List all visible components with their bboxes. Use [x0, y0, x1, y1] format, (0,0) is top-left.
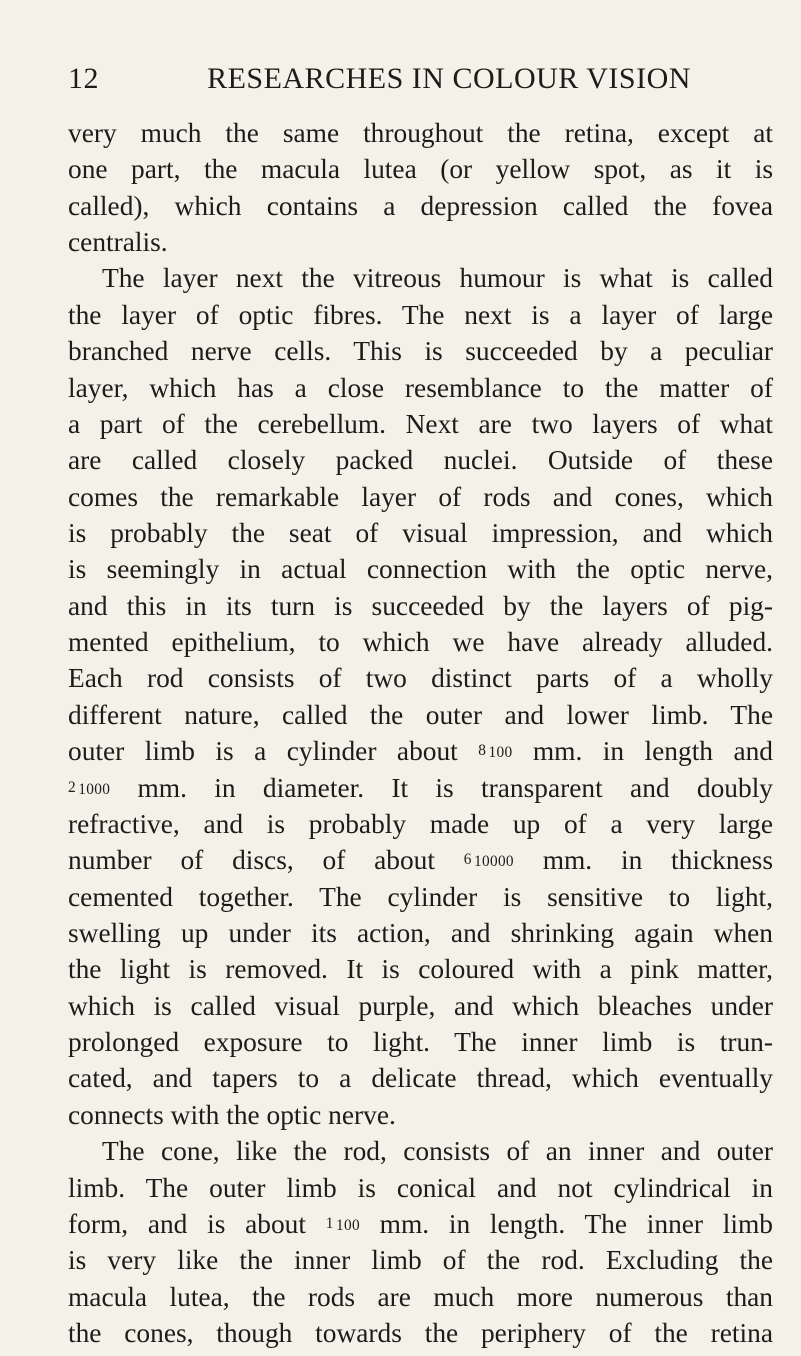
text-line: branched nerve cells. This is succeeded by a peculiar [68, 336, 773, 366]
fraction-numerator: 2 [68, 778, 76, 796]
text-line: swelling up under its action, and shrinking again when [68, 918, 773, 948]
text-line: is probably the seat of visual impression, and which [68, 518, 773, 548]
text-line: Each rod consists of two distinct parts of a wholly [68, 663, 773, 693]
text-segment: form, and is about [68, 1209, 326, 1239]
text-line: macula lutea, the rods are much more numerous than [68, 1282, 773, 1312]
text-line: which is called visual purple, and which bleaches under [68, 991, 773, 1021]
text-line: are called closely packed nuclei. Outside of these [68, 445, 773, 475]
fraction-denominator: 1000 [78, 780, 111, 798]
fraction-denominator: 10000 [474, 852, 514, 870]
text-line: the cones, though towards the periphery of the retina [68, 1318, 773, 1348]
running-title: RESEARCHES IN COLOUR VISION [207, 62, 691, 95]
text-line: one part, the macula lutea (or yellow spot, as it is [68, 154, 773, 184]
text-line: is very like the inner limb of the rod. Excluding the [68, 1245, 773, 1275]
text-segment: mm. in length and [512, 736, 773, 766]
text-line: the light is removed. It is coloured with a pink matter, [68, 954, 773, 984]
text-segment: number of discs, of about [68, 845, 464, 875]
text-line: cemented together. The cylinder is sensitive to light, [68, 882, 773, 912]
text-line: different nature, called the outer and lower limb. The [68, 700, 773, 730]
text-line: comes the remarkable layer of rods and cones, which [68, 482, 773, 512]
text-line: centralis. [68, 227, 168, 257]
text-line: layer, which has a close resemblance to the matter of [68, 373, 773, 403]
text-line: very much the same throughout the retina, except at [68, 118, 773, 148]
fraction-numerator: 1 [325, 1214, 334, 1232]
text-line: the layer of optic fibres. The next is a layer of large [68, 300, 773, 330]
text-line-with-fraction [68, 1209, 773, 1247]
text-line: The cone, like the rod, consists of an inner and outer [102, 1136, 773, 1166]
fraction [463, 850, 514, 870]
text-line: mented epithelium, to which we have already alluded. [68, 627, 773, 657]
text-segment: outer limb is a cylinder about [68, 736, 479, 766]
fraction-numerator: 8 [478, 741, 487, 759]
text-line: limb. The outer limb is conical and not cylindrical in [68, 1173, 773, 1203]
text-line-with-fraction [68, 773, 773, 811]
text-line: connects with the optic nerve. [68, 1100, 396, 1130]
text-line-with-fraction [68, 736, 773, 774]
text-line: refractive, and is probably made up of a very large [68, 809, 773, 839]
text-line: cated, and tapers to a delicate thread, which eventually [68, 1063, 773, 1093]
text-line: and this in its turn is succeeded by the layers of pig- [68, 591, 773, 621]
page-header [68, 62, 780, 104]
text-line: called), which contains a depression called the fovea [68, 191, 773, 221]
text-segment: mm. in length. The inner limb [359, 1209, 773, 1239]
text-line: The layer next the vitreous humour is what is called [102, 263, 773, 293]
text-line: prolonged exposure to light. The inner limb is trun- [68, 1027, 773, 1057]
fraction-numerator: 6 [463, 850, 472, 868]
text-line: is seemingly in actual connection with the optic nerve, [68, 554, 773, 584]
fraction [325, 1214, 360, 1234]
fraction-denominator: 100 [336, 1216, 360, 1234]
fraction [478, 741, 513, 761]
text-line: a part of the cerebellum. Next are two layers of what [68, 409, 773, 439]
text-segment: mm. in thickness [513, 845, 773, 875]
text-line-with-fraction [68, 845, 773, 883]
text-segment: mm. in diameter. It is transparent and doubly [110, 773, 773, 803]
fraction-denominator: 100 [488, 743, 513, 761]
fraction [68, 778, 111, 798]
page-number: 12 [68, 62, 99, 95]
